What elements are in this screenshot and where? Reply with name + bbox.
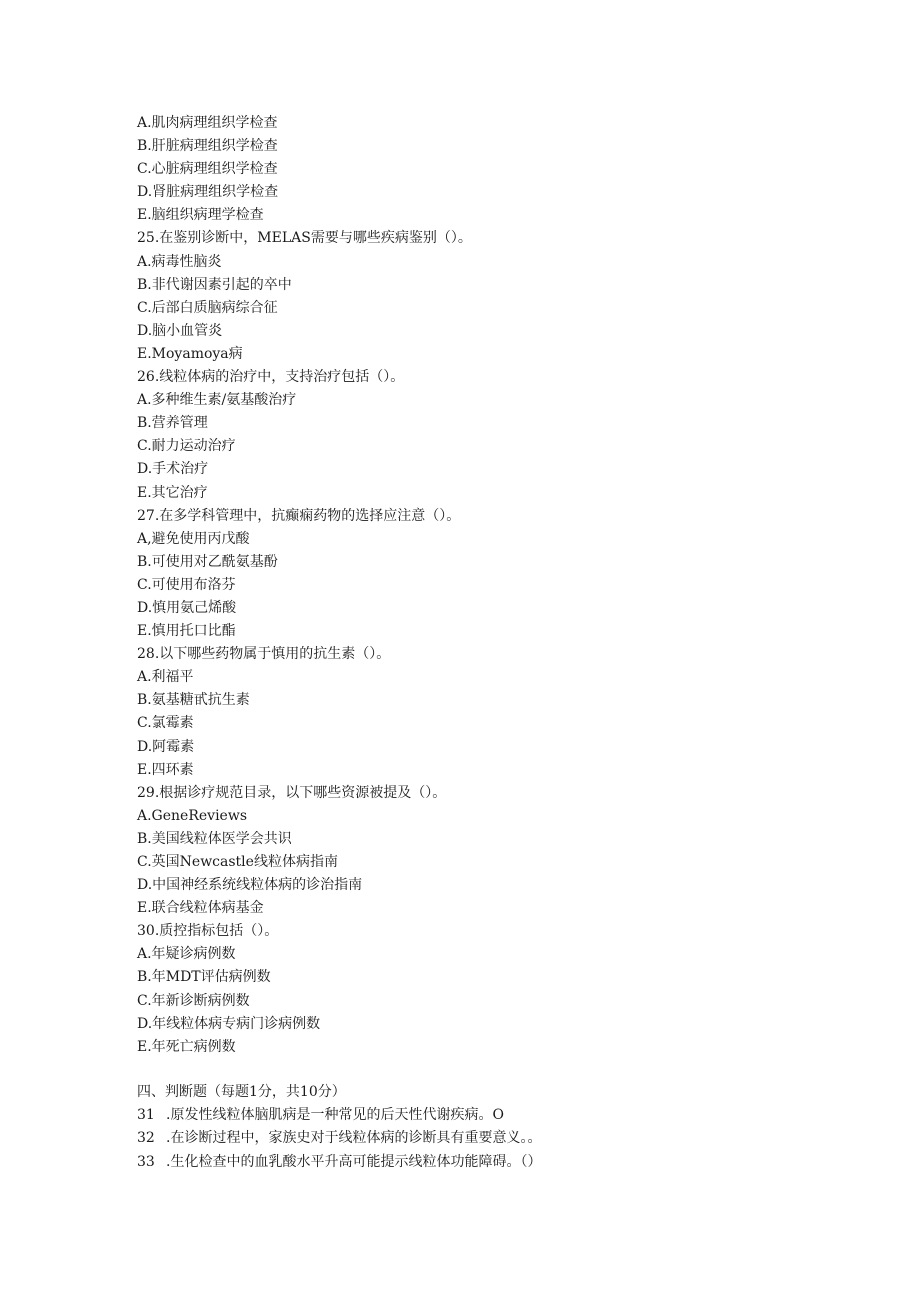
answer-option: B.氨基糖甙抗生素 <box>137 692 250 709</box>
judgement-question <box>137 1151 857 1175</box>
answer-option: A.多种维生素/氨基酸治疗 <box>137 392 297 409</box>
answer-option: E.慎用托口比酯 <box>137 623 236 640</box>
question-number: 31 <box>137 1106 155 1123</box>
answer-option: A.肌肉病理组织学检查 <box>137 115 278 131</box>
answer-option: D.肾脏病理组织学检查 <box>137 184 279 201</box>
answer-option: B.营养管理 <box>137 415 208 432</box>
answer-option: E.四环素 <box>137 761 194 778</box>
question-stem: 28.以下哪些药物属于慎用的抗生素（）。 <box>137 646 391 663</box>
answer-option: B.非代谢因素引起的卒中 <box>137 276 292 293</box>
answer-option: C.可使用布洛芬 <box>137 576 236 593</box>
question-list <box>137 112 857 1059</box>
answer-option: D.中国神经系统线粒体病的诊治指南 <box>137 877 363 894</box>
answer-option: D.阿霉素 <box>137 738 195 755</box>
section-gap <box>137 1059 857 1081</box>
judgement-question <box>137 1104 857 1128</box>
question-stem: 29.根据诊疗规范目录，以下哪些资源被提及（）。 <box>137 784 447 801</box>
answer-option: A,避免使用丙戊酸 <box>137 530 250 547</box>
question-text: .生化检查中的血乳酸水平升高可能提示线粒体功能障碍。（） <box>166 1153 542 1170</box>
judgement-list <box>137 1104 857 1175</box>
answer-option: C.年新诊断病例数 <box>137 992 250 1009</box>
document-content <box>137 112 857 1174</box>
answer-option: D.年线粒体病专病门诊病例数 <box>137 1015 321 1032</box>
question-stem: 30.质控指标包括（）。 <box>137 923 279 940</box>
answer-option: B.可使用对乙酰氨基酚 <box>137 553 278 570</box>
answer-option: A.GeneReviews <box>137 807 247 824</box>
answer-option: D.慎用氨己烯酸 <box>137 599 237 616</box>
answer-option: D.手术治疗 <box>137 461 209 478</box>
section-title: 四、判断题（每题1分，共10分） <box>137 1083 346 1100</box>
answer-option: D.脑小血管炎 <box>137 322 223 339</box>
answer-option: C.氯霉素 <box>137 715 194 732</box>
question-number: 32 <box>137 1130 155 1147</box>
answer-option: A.利福平 <box>137 669 194 686</box>
judgement-question <box>137 1127 857 1151</box>
question-text: .在诊断过程中，家族史对于线粒体病的诊断具有重要意义。。 <box>166 1130 542 1147</box>
question-stem: 26.线粒体病的治疗中，支持治疗包括（）。 <box>137 369 405 386</box>
question-number: 33 <box>137 1153 155 1170</box>
answer-option: E.Moyamoya病 <box>137 345 243 362</box>
answer-option: C.心脏病理组织学检查 <box>137 161 278 178</box>
question-stem: 25.在鉴别诊断中，MELAS需要与哪些疾病鉴别（）。 <box>137 230 472 247</box>
answer-option: C.后部白质脑病综合征 <box>137 299 278 316</box>
question-text: .原发性线粒体脑肌病是一种常见的后天性代谢疾病。O <box>166 1106 504 1123</box>
answer-option: C.英国Newcastle线粒体病指南 <box>137 854 338 870</box>
answer-option: A.年疑诊病例数 <box>137 946 236 963</box>
answer-option: B.年MDT评估病例数 <box>137 969 271 986</box>
answer-option: A.病毒性脑炎 <box>137 253 222 270</box>
answer-option: E.其它治疗 <box>137 484 208 501</box>
answer-option: B.美国线粒体医学会共识 <box>137 830 292 847</box>
answer-option: E.年死亡病例数 <box>137 1038 236 1055</box>
answer-option: E.联合线粒体病基金 <box>137 900 264 917</box>
answer-option: E.脑组织病理学检查 <box>137 207 264 224</box>
answer-option: B.肝脏病理组织学检查 <box>137 138 278 155</box>
question-stem: 27.在多学科管理中，抗癫痫药物的选择应注意（）。 <box>137 507 461 524</box>
answer-option: C.耐力运动治疗 <box>137 438 236 455</box>
